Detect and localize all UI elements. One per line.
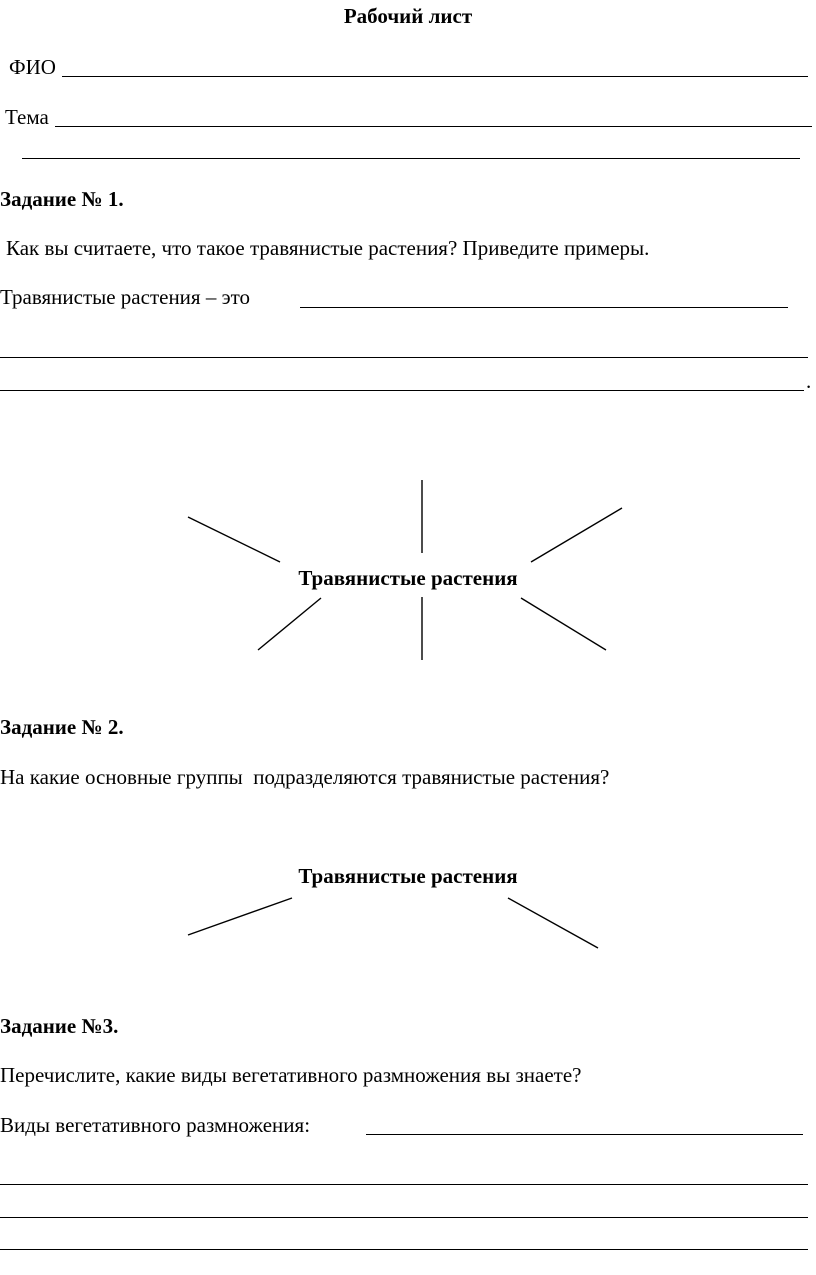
task3-answer-prefix: Виды вегетативного размножения: <box>0 1113 311 1137</box>
diagram1-spoke-upper-right <box>531 508 622 562</box>
task3-heading: Задание №3. <box>0 1014 119 1038</box>
diagram2-center-label: Травянистые растения <box>298 864 518 888</box>
tema-label: Тема <box>5 105 49 129</box>
diagram1-spoke-lower-left <box>258 598 321 650</box>
task2-heading: Задание № 2. <box>0 715 124 739</box>
task3-answer-line-3[interactable] <box>0 1249 808 1250</box>
diagram1-spoke-lower-right <box>521 598 606 650</box>
page-title: Рабочий лист <box>343 4 473 28</box>
diagram2-spoke-left <box>188 898 292 935</box>
diagram1-spoke-upper-left <box>188 517 280 562</box>
task1-heading: Задание № 1. <box>0 187 124 211</box>
task1-end-period: . <box>806 369 812 393</box>
diagram2-spoke-right <box>508 898 598 948</box>
fio-label: ФИО <box>9 55 56 79</box>
task3-answer-line-2[interactable] <box>0 1217 808 1218</box>
task3-answer-line-1[interactable] <box>0 1184 808 1185</box>
task3-answer-line-0[interactable] <box>366 1134 803 1135</box>
task1-question: Как вы считаете, что такое травянистые растения? Приведите примеры. <box>6 236 650 260</box>
diagram1-center-label: Травянистые растения <box>298 566 518 590</box>
task2-question: На какие основные группы подразделяются травянистые растения? <box>0 765 610 789</box>
task1-definition-prefix: Травянистые растения – это <box>0 285 250 309</box>
task3-question: Перечислите, какие виды вегетативного размножения вы знаете? <box>0 1063 582 1087</box>
